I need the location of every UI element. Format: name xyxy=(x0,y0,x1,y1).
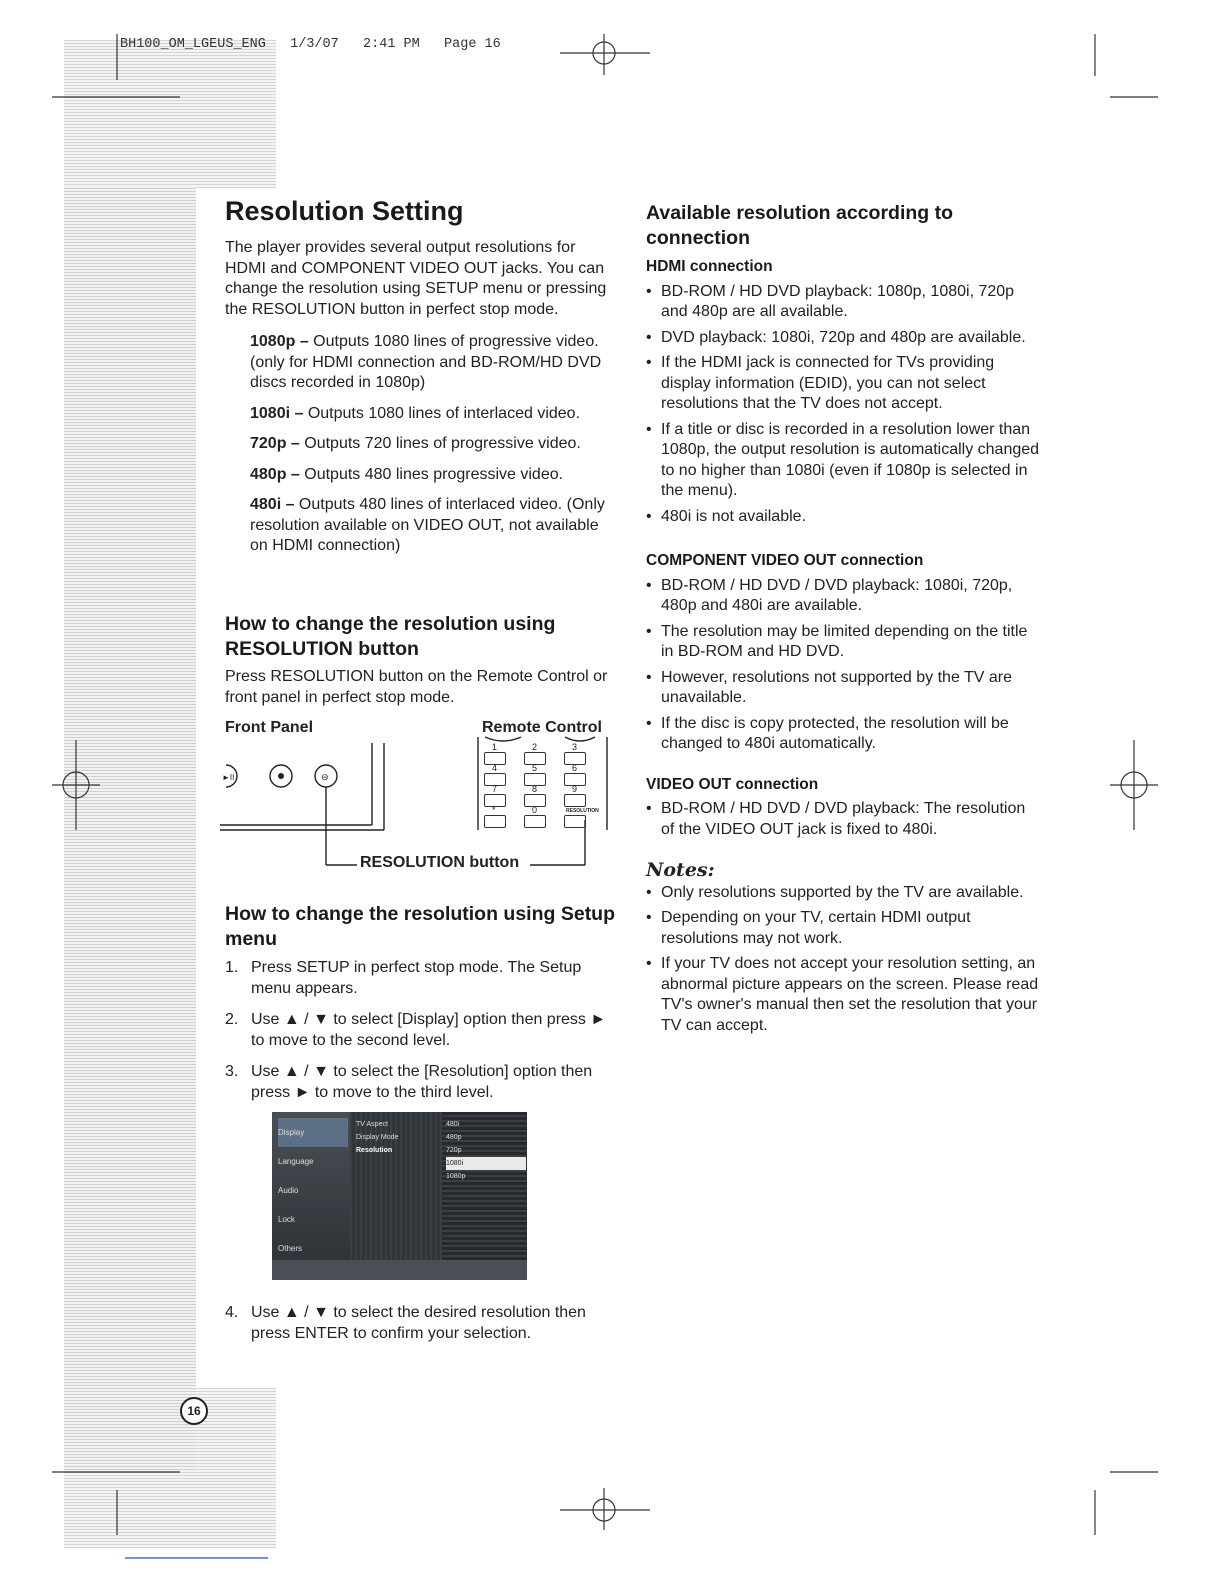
keypad-label: 2 xyxy=(532,742,538,752)
video-out-heading: VIDEO OUT connection xyxy=(646,775,819,793)
svg-text:►II: ►II xyxy=(222,773,235,782)
svg-text:⊖: ⊖ xyxy=(321,772,329,782)
notes-list xyxy=(646,883,1042,1037)
menu-item: 1080i xyxy=(446,1157,526,1170)
keypad-label: RESOLUTION xyxy=(566,808,599,814)
step-number: 1. xyxy=(225,959,239,976)
component-list xyxy=(646,576,1042,755)
keypad-label: 5 xyxy=(532,763,538,773)
menu-item: 720p xyxy=(446,1147,462,1154)
hdmi-list-item: • 480i is not available. xyxy=(646,507,1042,528)
hdmi-list-item: • DVD playback: 1080i, 720p and 480p are available. xyxy=(646,328,1042,349)
menu-item: 480i xyxy=(446,1121,460,1128)
menu-item: TV Aspect xyxy=(356,1121,388,1128)
hdmi-list-item: • If the HDMI jack is connected for TVs providing display information (EDID), you can not select resolutions that the TV does not accept. xyxy=(646,353,1042,415)
component-list-item: • If the disc is copy protected, the resolution will be changed to 480i automatically. xyxy=(646,714,1042,755)
step-item xyxy=(225,1303,620,1344)
menu-item: Display Mode xyxy=(356,1134,399,1141)
setup-menu-screenshot xyxy=(272,1112,527,1280)
left-column xyxy=(225,238,620,567)
section-title: How to change the resolution using Setup menu xyxy=(225,903,616,950)
step-text: Use ▲ / ▼ to select the [Resolution] option then press ► to move to the third level. xyxy=(251,1063,593,1101)
page-number: 16 xyxy=(180,1397,208,1425)
menu-item: Lock xyxy=(278,1215,295,1224)
keypad-label: 8 xyxy=(532,784,538,794)
resolution-mode-item xyxy=(250,495,620,557)
front-panel-label: Front Panel xyxy=(225,719,314,736)
remote-control-label: Remote Control xyxy=(482,719,602,736)
step-item xyxy=(225,1010,620,1051)
step-number: 3. xyxy=(225,1063,239,1080)
menu-item: Display xyxy=(278,1118,348,1147)
resolution-mode-item xyxy=(250,332,620,394)
remote-keypad xyxy=(484,742,604,836)
mode-description: Outputs 1080 lines of progressive video. (only for HDMI connection and BD-ROM/HD DVD discs recorded in 1080p) xyxy=(250,333,602,391)
mode-label: 1080i – xyxy=(250,404,304,422)
mode-description: Outputs 480 lines of interlaced video. (Only resolution available on VIDEO OUT, not available on HDMI connection) xyxy=(250,496,605,554)
keypad-button xyxy=(524,815,546,828)
notes-heading: Notes: xyxy=(646,859,715,881)
menu-item: Audio xyxy=(278,1186,299,1195)
keypad-label: 4 xyxy=(492,763,498,773)
mode-label: 1080p – xyxy=(250,333,309,350)
mode-label: 480i – xyxy=(250,496,295,513)
keypad-button xyxy=(564,815,586,828)
mode-label: 720p – xyxy=(250,435,300,452)
step-text: Press SETUP in perfect stop mode. The Setup menu appears. xyxy=(251,959,582,997)
step-text: Use ▲ / ▼ to select [Display] option then press ► to move to the second level. xyxy=(251,1011,607,1049)
keypad-button xyxy=(564,794,586,807)
component-heading: COMPONENT VIDEO OUT connection xyxy=(646,552,924,569)
resolution-modes xyxy=(225,332,620,557)
menu-item: 480p xyxy=(446,1134,462,1141)
keypad-label: 9 xyxy=(572,784,578,794)
notes-list-item: • Only resolutions supported by the TV are available. xyxy=(646,883,1042,904)
mode-label: 480p – xyxy=(250,465,300,483)
print-slug: BH100_OM_LGEUS_ENG 1/3/07 2:41 PM Page 16 xyxy=(120,37,501,52)
hdmi-heading: HDMI connection xyxy=(646,258,773,275)
keypad-label: * xyxy=(492,805,496,815)
step-number: 2. xyxy=(225,1011,239,1028)
menu-item: Others xyxy=(278,1244,303,1253)
menu-item: Resolution xyxy=(356,1147,393,1154)
video-out-list-item: • BD-ROM / HD DVD / DVD playback: The resolution of the VIDEO OUT jack is fixed to 480i. xyxy=(646,799,1042,840)
resolution-mode-item xyxy=(250,465,620,486)
mode-description: Outputs 480 lines progressive video. xyxy=(299,465,564,483)
step-text: Use ▲ / ▼ to select the desired resolution then press ENTER to confirm your selection. xyxy=(251,1304,586,1342)
component-list-item: • BD-ROM / HD DVD / DVD playback: 1080i, 720p, 480p and 480i are available. xyxy=(646,576,1042,617)
mode-description: Outputs 720 lines of progressive video. xyxy=(299,435,581,452)
resolution-button-callout: RESOLUTION button xyxy=(360,854,520,871)
keypad-label: 6 xyxy=(572,763,578,773)
step-item xyxy=(225,958,620,999)
notes-list-item: • If your TV does not accept your resolution setting, an abnormal picture appears on the screen. Please read TV's owner's manual then set the resolution that your TV can accept. xyxy=(646,954,1042,1036)
resolution-mode-item xyxy=(250,404,620,425)
mode-description: Outputs 1080 lines of interlaced video. xyxy=(303,404,581,422)
intro-text: The player provides several output resolutions for HDMI and COMPONENT VIDEO OUT jacks. You can change the resolution using SETUP menu or pressing the RESOLUTION button in perfect stop mode. xyxy=(225,239,607,318)
section-body: Press RESOLUTION button on the Remote Control or front panel in perfect stop mode. xyxy=(225,668,608,706)
hdmi-list xyxy=(646,282,1042,528)
section-resolution-button xyxy=(225,612,620,708)
resolution-mode-item xyxy=(250,434,620,455)
keypad-label: 3 xyxy=(572,742,578,752)
step-number: 4. xyxy=(225,1304,239,1321)
hdmi-list-item: • BD-ROM / HD DVD playback: 1080p, 1080i, 720p and 480p are all available. xyxy=(646,282,1042,323)
page-title: Resolution Setting xyxy=(225,196,464,226)
step-item xyxy=(225,1062,620,1103)
keypad-label: 7 xyxy=(492,784,498,794)
menu-item: 1080p xyxy=(446,1173,466,1180)
right-column xyxy=(646,201,1042,1041)
section-title: How to change the resolution using RESOLUTION button xyxy=(225,613,556,660)
component-list-item: • However, resolutions not supported by the TV are unavailable. xyxy=(646,668,1042,709)
component-list-item: • The resolution may be limited depending on the title in BD-ROM and HD DVD. xyxy=(646,622,1042,663)
video-out-list xyxy=(646,799,1042,840)
keypad-label: 0 xyxy=(532,805,538,815)
menu-item: Language xyxy=(278,1157,314,1166)
right-title: Available resolution according to connection xyxy=(646,202,954,249)
notes-list-item: • Depending on your TV, certain HDMI output resolutions may not work. xyxy=(646,908,1042,949)
hdmi-list-item: • If a title or disc is recorded in a resolution lower than 1080p, the output resolution is automatically changed to no higher than 1080i (even if 1080p is selected in the menu). xyxy=(646,420,1042,502)
keypad-label: 1 xyxy=(492,742,498,752)
keypad-button xyxy=(484,815,506,828)
